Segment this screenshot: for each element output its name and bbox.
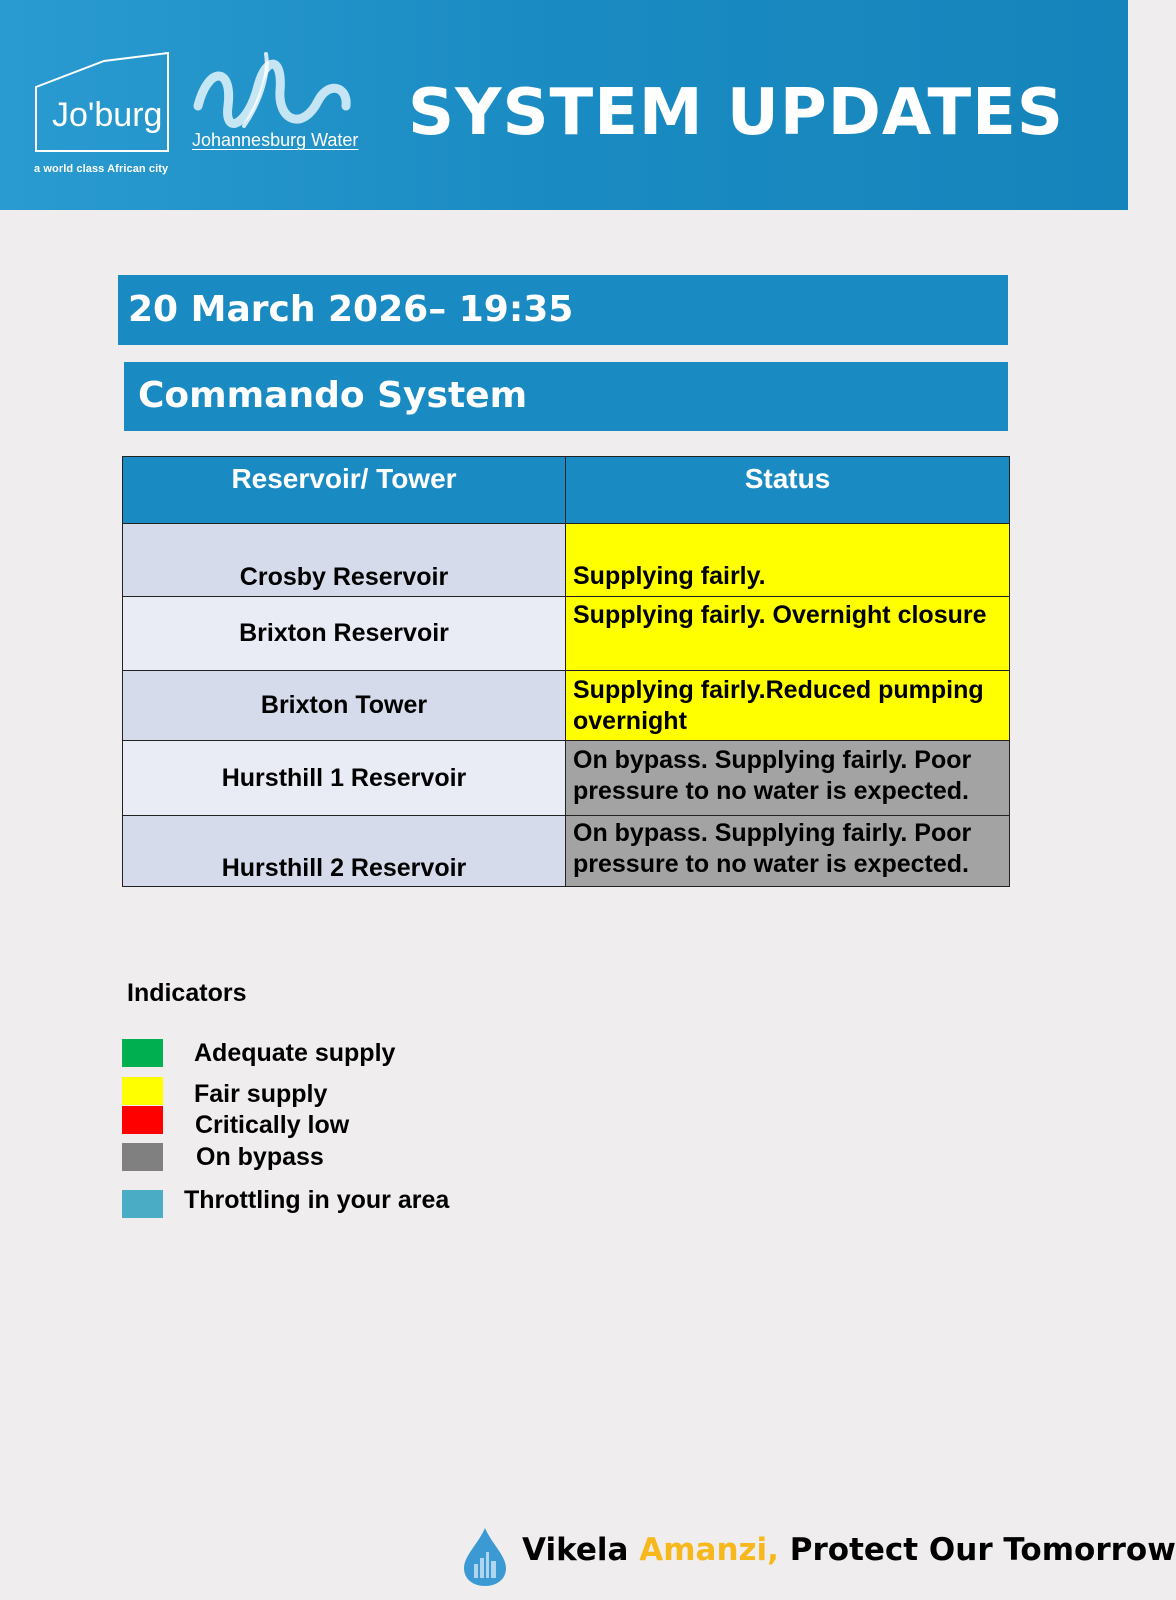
legend-label: On bypass [196, 1143, 324, 1171]
status-cell: On bypass. Supplying fairly. Poor pressure to no water is expected. [566, 816, 1010, 887]
update-datetime: 20 March 2026– 19:35 [128, 289, 574, 330]
joburg-logo-text: Jo'burg [52, 96, 163, 134]
system-name: Commando System [138, 375, 528, 416]
legend-label: Adequate supply [194, 1039, 396, 1067]
reservoir-name: Brixton Tower [123, 671, 566, 741]
status-cell: Supplying fairly. Overnight closure [566, 597, 1010, 671]
legend-label: Fair supply [194, 1080, 328, 1108]
slogan-highlight: Amanzi, [639, 1532, 779, 1568]
table-header-row [123, 457, 1010, 524]
date-banner [118, 275, 1008, 345]
footer-slogan [462, 1522, 1176, 1592]
slogan-text [522, 1532, 1176, 1568]
status-cell: Supplying fairly.Reduced pumping overnight [566, 671, 1010, 741]
system-banner [124, 362, 1008, 431]
reservoir-name: Brixton Reservoir [123, 597, 566, 671]
indicators-title: Indicators [127, 979, 247, 1007]
table-row [123, 524, 1010, 597]
legend-swatch-red [122, 1106, 163, 1134]
legend-swatch-gray [122, 1143, 163, 1171]
table-row [123, 741, 1010, 816]
reservoir-status-table [122, 456, 1010, 887]
status-cell: Supplying fairly. [566, 524, 1010, 597]
column-header-status: Status [566, 457, 1010, 524]
slogan-part-1: Vikela [522, 1532, 629, 1568]
reservoir-name: Hursthill 2 Reservoir [123, 816, 566, 887]
legend-swatch-yellow [122, 1077, 163, 1105]
reservoir-name: Hursthill 1 Reservoir [123, 741, 566, 816]
reservoir-name: Crosby Reservoir [123, 524, 566, 597]
legend-swatch-blue [122, 1190, 163, 1218]
legend-label: Throttling in your area [184, 1186, 450, 1214]
header-banner [0, 0, 1128, 210]
water-drop-icon [462, 1526, 508, 1588]
johannesburg-water-name: Johannesburg Water [192, 130, 359, 150]
page-title: SYSTEM UPDATES [408, 76, 1064, 150]
joburg-tagline: a world class African city [34, 163, 169, 175]
joburg-logo [34, 49, 174, 179]
legend-swatch-green [122, 1039, 163, 1067]
table-row [123, 816, 1010, 887]
table-row [123, 671, 1010, 741]
status-cell: On bypass. Supplying fairly. Poor pressure to no water is expected. [566, 741, 1010, 816]
slogan-part-2: Protect Our Tomorrow [789, 1532, 1176, 1568]
legend-label: Critically low [195, 1111, 350, 1139]
column-header-reservoir: Reservoir/ Tower [123, 457, 566, 524]
table-row [123, 597, 1010, 671]
